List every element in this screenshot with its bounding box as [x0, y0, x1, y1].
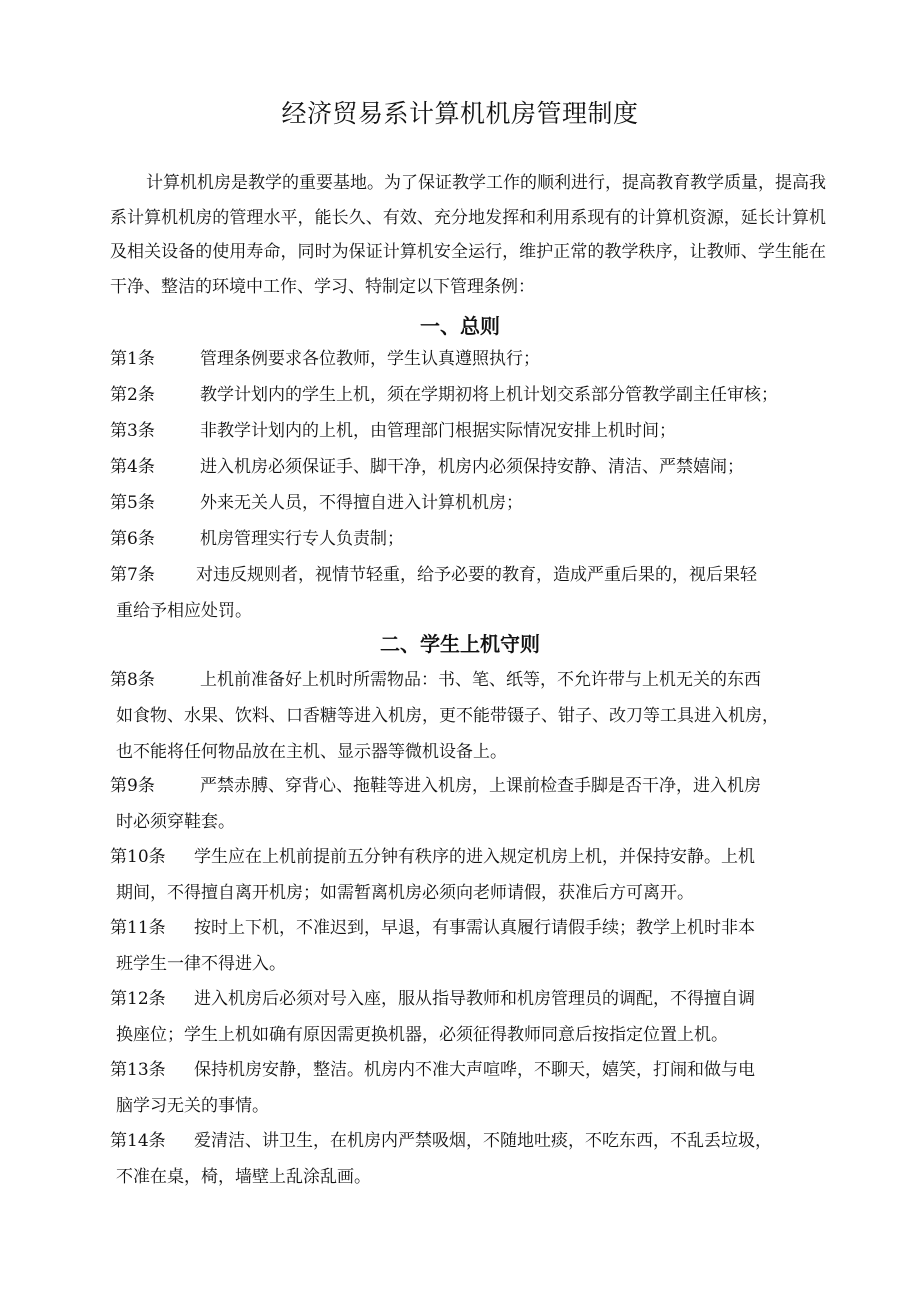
article-text-continued: 不准在桌，椅，墙壁上乱涂乱画。 — [116, 1167, 371, 1187]
article-number: 第14条 — [110, 1131, 166, 1151]
article-13 — [110, 1052, 826, 1124]
article-number: 第7条 — [110, 565, 155, 585]
article-number: 第8条 — [110, 670, 155, 690]
article-text-continued-2: 也不能将任何物品放在主机、显示器等微机设备上。 — [116, 742, 507, 762]
article-text: 外来无关人员，不得擅自进入计算机机房； — [200, 493, 523, 513]
article-text: 按时上下机，不准迟到，早退，有事需认真履行请假手续；教学上机时非本 — [194, 918, 755, 938]
article-text: 学生应在上机前提前五分钟有秩序的进入规定机房上机，并保持安静。上机 — [194, 847, 755, 867]
article-text-continued: 如食物、水果、饮料、口香糖等进入机房，更不能带镊子、钳子、改刀等工具进入机房， — [116, 706, 779, 726]
article-text-continued: 重给予相应处罚。 — [116, 601, 252, 621]
article-text: 上机前准备好上机时所需物品：书、笔、纸等，不允许带与上机无关的东西 — [200, 670, 761, 690]
article-number: 第2条 — [110, 385, 155, 405]
intro-paragraph: 计算机机房是教学的重要基地。为了保证教学工作的顺利进行，提高教育教学质量，提高我系计算机机房的管理水平，能长久、有效、充分地发挥和利用系现有的计算机资源，延长计算机及相关设备的使用寿命，同时为保证计算机安全运行，维护正常的教学秩序，让教师、学生能在干净、整洁的环境中工作、学习、特制定以下管理条例： — [110, 173, 826, 297]
article-8 — [110, 662, 826, 770]
document-title: 经济贸易系计算机机房管理制度 — [281, 99, 639, 128]
article-text-continued: 换座位；学生上机如确有原因需更换机器，必须征得教师同意后按指定位置上机。 — [116, 1025, 728, 1045]
article-2 — [110, 377, 826, 413]
article-text: 对违反规则者，视情节轻重，给予必要的教育，造成严重后果的，视后果轻 — [196, 565, 757, 585]
article-text: 机房管理实行专人负责制； — [200, 529, 404, 549]
article-text: 进入机房必须保证手、脚干净，机房内必须保持安静、清洁、严禁嬉闹； — [200, 457, 744, 477]
article-1 — [110, 341, 826, 377]
article-6 — [110, 521, 826, 557]
article-text: 管理条例要求各位教师，学生认真遵照执行； — [200, 349, 540, 369]
article-number: 第13条 — [110, 1060, 166, 1080]
article-3 — [110, 413, 826, 449]
article-text-continued: 期间，不得擅自离开机房；如需暂离机房必须向老师请假，获准后方可离开。 — [116, 883, 694, 903]
article-number: 第1条 — [110, 349, 155, 369]
article-5 — [110, 485, 826, 521]
article-9 — [110, 768, 826, 840]
article-number: 第5条 — [110, 493, 155, 513]
article-text-continued: 时必须穿鞋套。 — [116, 812, 235, 832]
article-text: 严禁赤膊、穿背心、拖鞋等进入机房，上课前检查手脚是否干净，进入机房 — [200, 776, 761, 796]
article-number: 第11条 — [110, 918, 166, 938]
section-heading-general: 一、总则 — [420, 314, 500, 338]
section-heading-student-rules: 二、学生上机守则 — [380, 632, 540, 656]
article-number: 第9条 — [110, 776, 155, 796]
article-number: 第6条 — [110, 529, 155, 549]
article-7 — [110, 557, 826, 629]
article-text-continued: 班学生一律不得进入。 — [116, 954, 286, 974]
article-text: 进入机房后必须对号入座，服从指导教师和机房管理员的调配，不得擅自调 — [194, 989, 755, 1009]
article-text: 保持机房安静，整洁。机房内不准大声喧哗，不聊天，嬉笑，打闹和做与电 — [194, 1060, 755, 1080]
article-4 — [110, 449, 826, 485]
article-number: 第10条 — [110, 847, 166, 867]
article-11 — [110, 910, 826, 982]
article-14 — [110, 1123, 826, 1195]
article-text: 教学计划内的学生上机，须在学期初将上机计划交系部分管教学副主任审核； — [200, 385, 778, 405]
article-text: 非教学计划内的上机，由管理部门根据实际情况安排上机时间； — [200, 421, 676, 441]
article-number: 第4条 — [110, 457, 155, 477]
article-text-continued: 脑学习无关的事情。 — [116, 1096, 269, 1116]
article-number: 第3条 — [110, 421, 155, 441]
article-12 — [110, 981, 826, 1053]
article-number: 第12条 — [110, 989, 166, 1009]
article-text: 爱清洁、讲卫生，在机房内严禁吸烟，不随地吐痰，不吃东西，不乱丢垃圾， — [194, 1131, 772, 1151]
article-10 — [110, 839, 826, 911]
